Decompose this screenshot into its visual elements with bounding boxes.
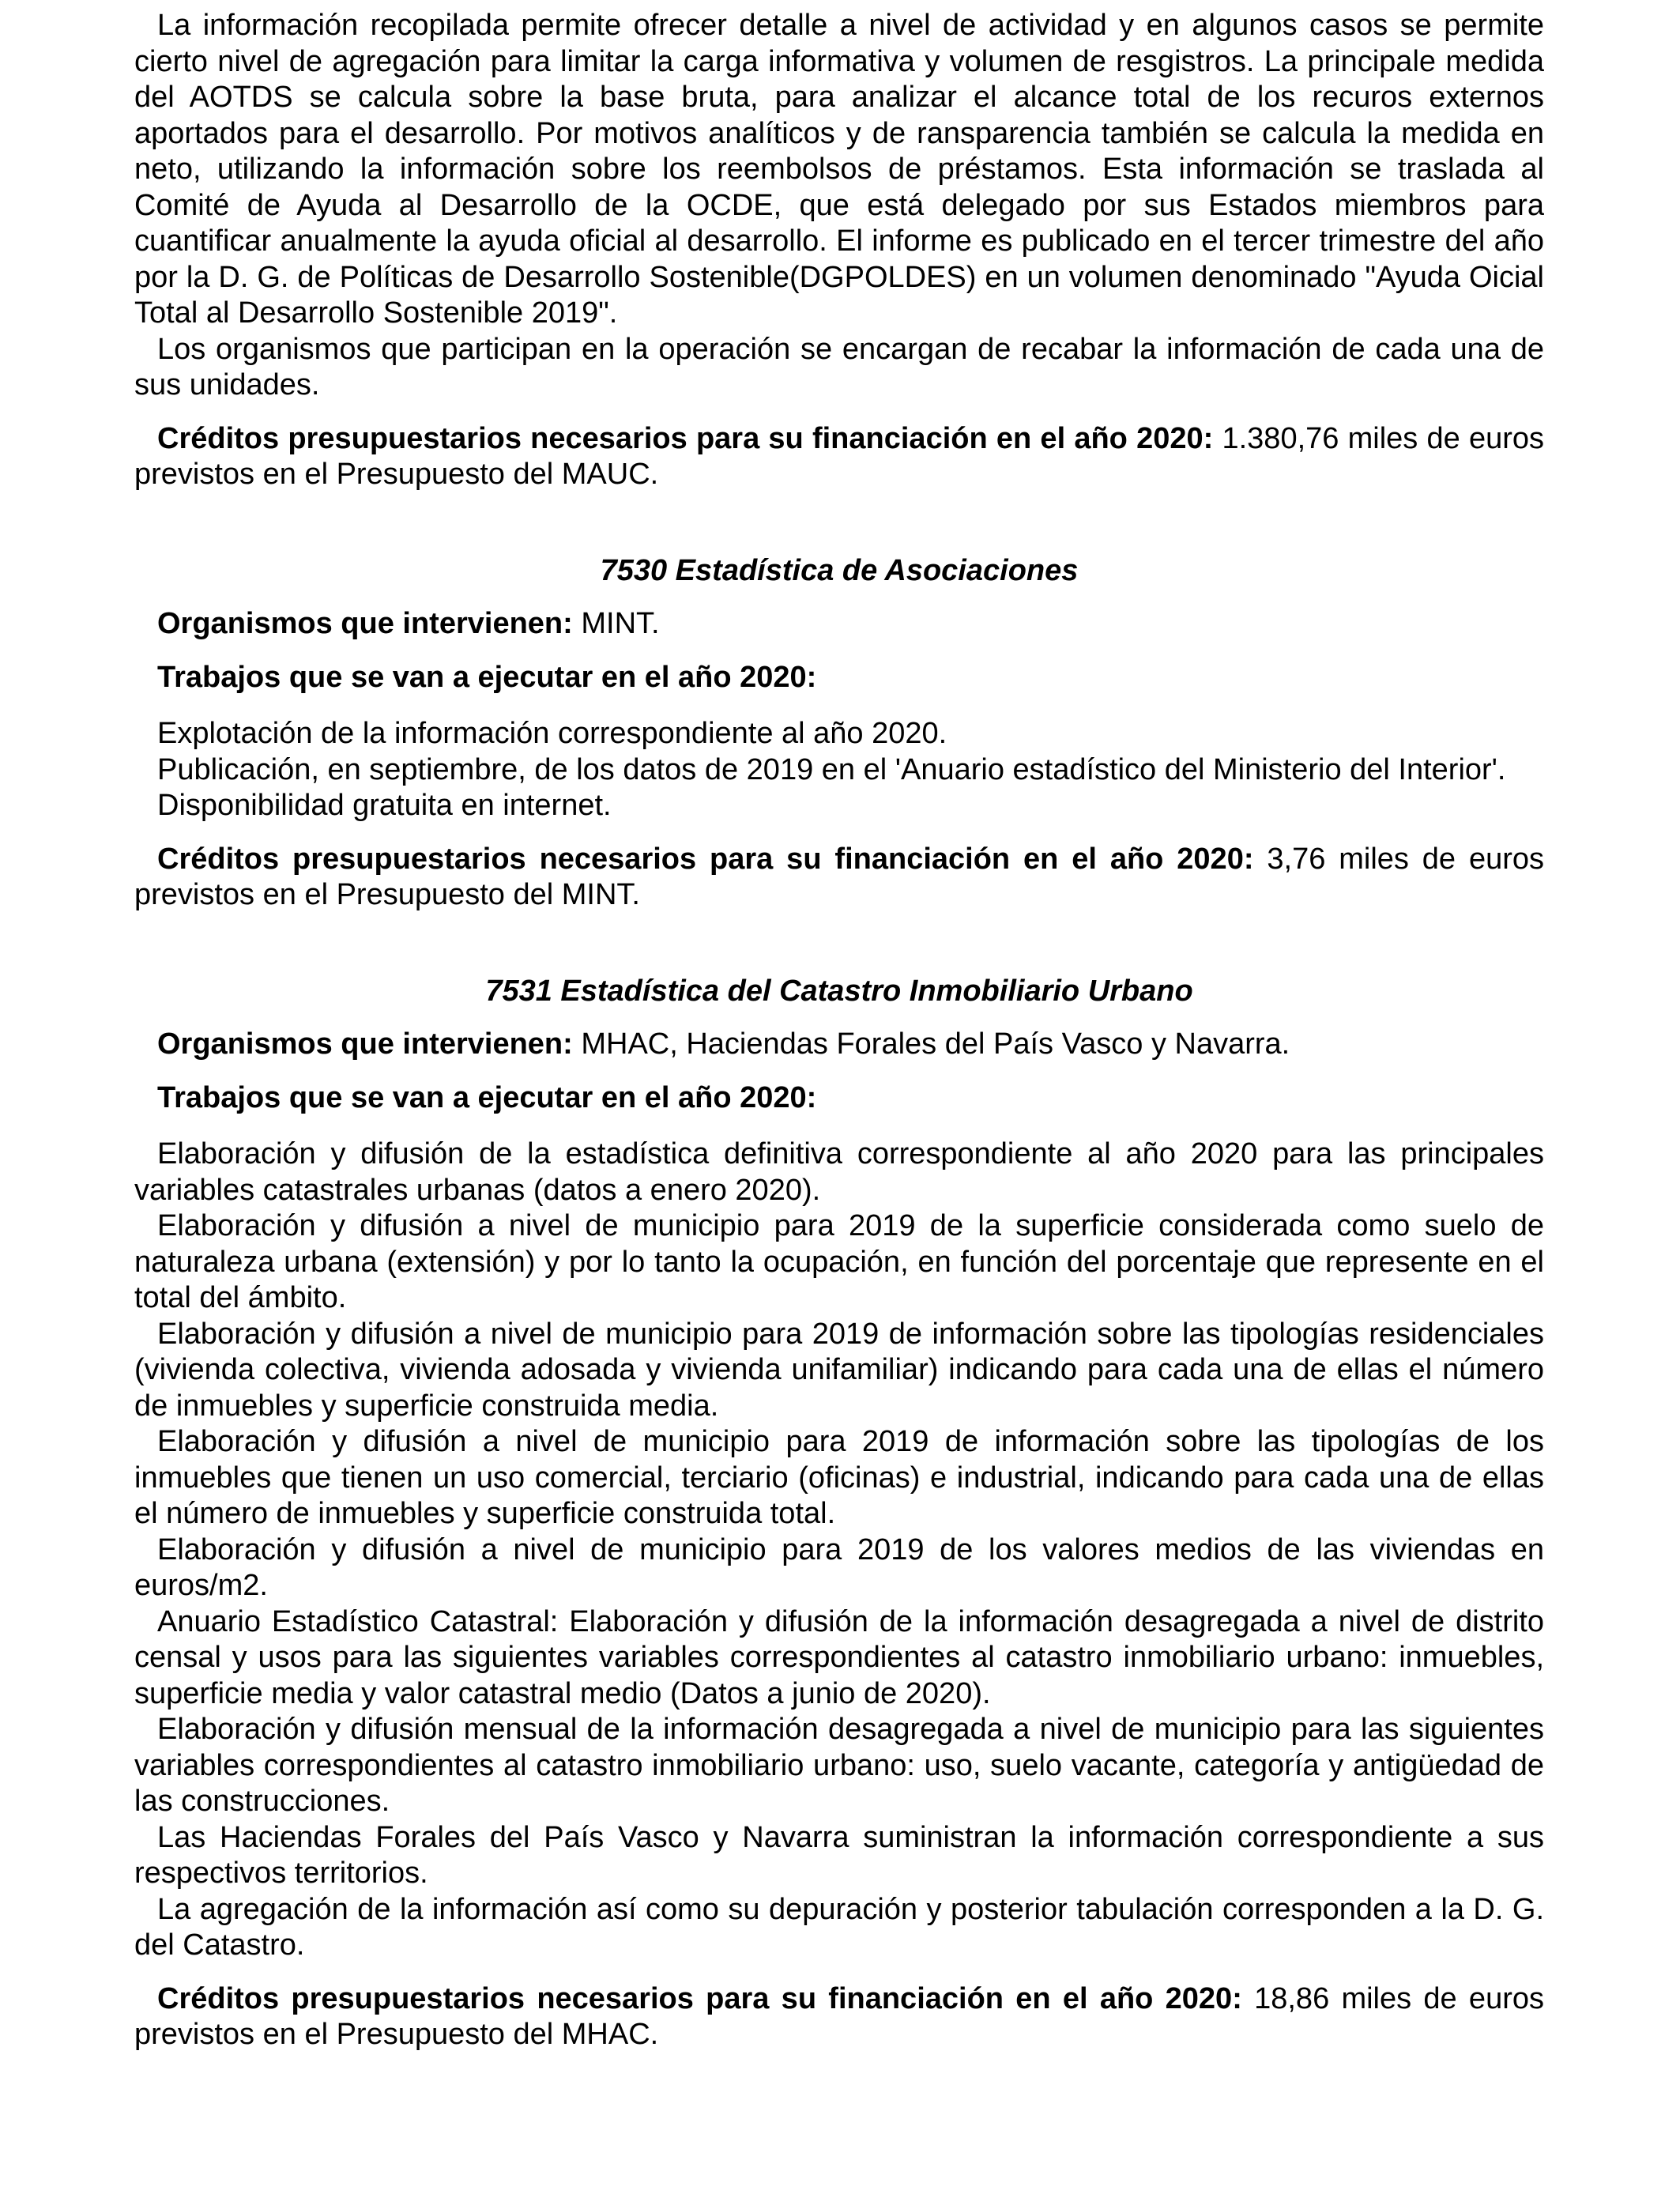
s7531-credits-value: 18,86 miles de euros previstos en el Presupuesto del MHAC. [134, 1981, 1544, 2051]
s7531-work-item: Las Haciendas Forales del País Vasco y Navarra suministran la información correspondiente a sus respectivos territorios. [134, 1820, 1544, 1890]
s7530-organisms [134, 606, 1544, 643]
s7531-org-label: Organismos que intervienen: [157, 1027, 573, 1061]
s7530-work-item: Publicación, en septiembre, de los datos de 2019 en el 'Anuario estadístico del Ministerio del Interior'. [157, 752, 1506, 786]
s7531-work-item: Anuario Estadístico Catastral: Elaboración y difusión de la información desagregada a nivel de distrito censal y usos para las siguientes variables correspondientes al catastro inmobiliario urbano: inmuebles, superficie media y valor catastral medio (Datos a junio de 2020). [134, 1604, 1544, 1710]
s7530-org-label: Organismos que intervienen: [157, 607, 573, 640]
s7530-work-item: Explotación de la información correspondiente al año 2020. [157, 717, 947, 750]
s7530-works-label: Trabajos que se van a ejecutar en el año 2020: [157, 660, 817, 694]
s7531-credits-label: Créditos presupuestarios necesarios para su financiación en el año 2020: [157, 1981, 1242, 2015]
intro-credits [134, 421, 1544, 493]
s7531-work-item: Elaboración y difusión mensual de la información desagregada a nivel de municipio para las siguientes variables correspondientes al catastro inmobiliario urbano: uso, suelo vacante, categoría y antigüedad de las construcciones. [134, 1713, 1544, 1818]
s7531-organisms [134, 1027, 1544, 1063]
s7531-works-heading [134, 1080, 1544, 1117]
s7530-credits-value: 3,76 miles de euros previstos en el Presupuesto del MINT. [134, 842, 1545, 911]
s7531-org-value: MHAC, Haciendas Forales del País Vasco y Navarra. [572, 1027, 1290, 1061]
s7531-work-item: Elaboración y difusión a nivel de municipio para 2019 de los valores medios de las viviendas en euros/m2. [134, 1532, 1544, 1602]
s7531-work-item: Elaboración y difusión a nivel de municipio para 2019 de información sobre las tipologías residenciales (vivienda colectiva, vivienda adosada y vivienda unifamiliar) indicando para cada una de ellas el número de inmuebles y superficie construida media. [134, 1317, 1544, 1423]
document-page [134, 8, 1544, 2053]
s7531-work-item: Elaboración y difusión a nivel de municipio para 2019 de información sobre las tipologías de los inmuebles que tienen un uso comercial, terciario (oficinas) e industrial, indicando para cada una de ellas el número de inmuebles y superficie construida total. [134, 1425, 1544, 1530]
s7530-org-value: MINT. [572, 607, 660, 640]
intro-credits-label: Créditos presupuestarios necesarios para su financiación en el año 2020: [157, 421, 1214, 455]
s7531-credits [134, 1981, 1544, 2053]
s7531-work-item: La agregación de la información así como su depuración y posterior tabulación corresponden a la D. G. del Catastro. [134, 1892, 1544, 1962]
section-title-7530: 7530 Estadística de Asociaciones [600, 553, 1079, 587]
intro-paragraph-1: La información recopilada permite ofrecer detalle a nivel de actividad y en algunos casos se permite cierto nivel de agregación para limitar la carga informativa y volumen de resgistros. La principale medida del AOTDS se calcula sobre la base bruta, para analizar el alcance total de los recuros externos aportados para el desarrollo. Por motivos analíticos y de ransparencia también se calcula la medida en neto, utilizando la información sobre los reembolsos de préstamos. Esta información se traslada al Comité de Ayuda al Desarrollo de la OCDE, que está delegado por sus Estados miembros para cuantificar anualmente la ayuda oficial al desarrollo. El informe es publicado en el tercer trimestre del año por la D. G. de Políticas de Desarrollo Sostenible(DGPOLDES) en un volumen denominado "Ayuda Oicial Total al Desarrollo Sostenible 2019". [134, 9, 1544, 330]
s7531-work-item: Elaboración y difusión de la estadística definitiva correspondiente al año 2020 para las principales variables catastrales urbanas (datos a enero 2020). [134, 1137, 1544, 1207]
s7530-credits [134, 842, 1544, 914]
intro-paragraph-2: Los organismos que participan en la operación se encargan de recabar la información de cada una de sus unidades. [134, 332, 1544, 401]
section-title-7531: 7531 Estadística del Catastro Inmobiliario Urbano [485, 974, 1193, 1008]
s7530-work-item: Disponibilidad gratuita en internet. [157, 789, 612, 822]
intro-credits-value: 1.380,76 miles de euros previstos en el Presupuesto del MAUC. [134, 421, 1544, 491]
s7531-works-label: Trabajos que se van a ejecutar en el año 2020: [157, 1080, 817, 1114]
s7530-works-heading [134, 660, 1544, 696]
s7530-credits-label: Créditos presupuestarios necesarios para su financiación en el año 2020: [157, 842, 1254, 876]
s7531-work-item: Elaboración y difusión a nivel de municipio para 2019 de la superficie considerada como suelo de naturaleza urbana (extensión) y por lo tanto la ocupación, en función del porcentaje que represente en el total del ámbito. [134, 1209, 1544, 1314]
